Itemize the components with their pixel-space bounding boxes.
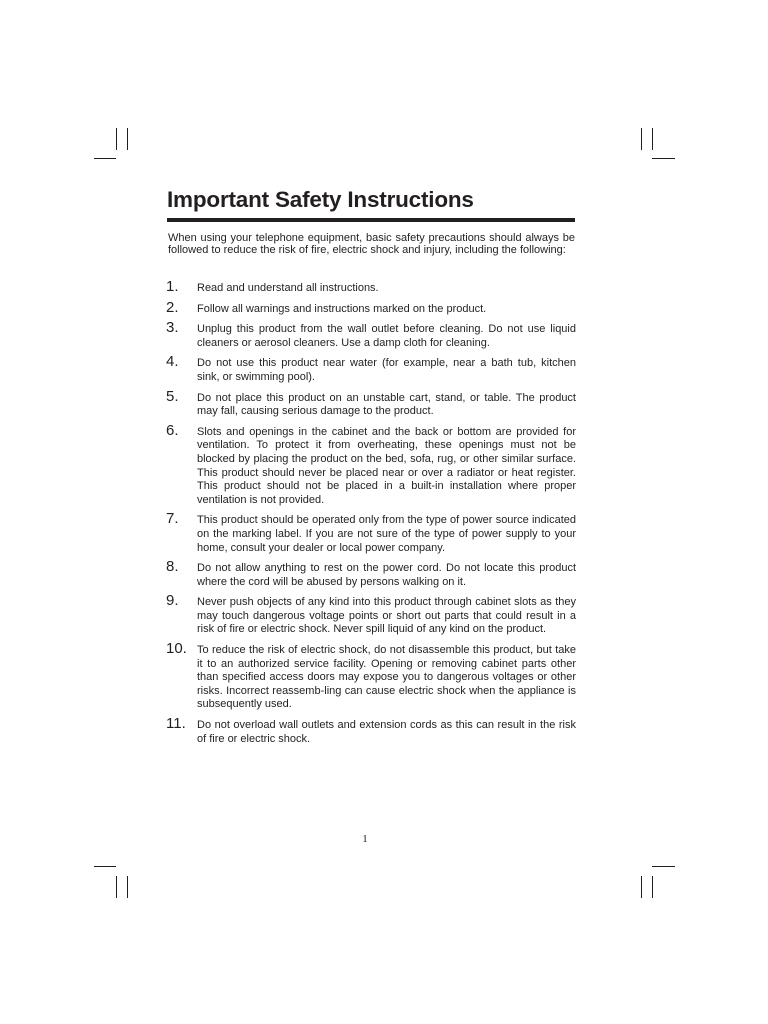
- page-title: Important Safety Instructions: [167, 187, 474, 212]
- crop-mark-bottom-left-vertical-inner: [127, 876, 128, 898]
- crop-mark-top-left-horizontal: [94, 158, 116, 159]
- instruction-text: Slots and openings in the cabinet and the back or bottom are provided for ventilation. To protect it from overheating, these openings must not be blocked by placing the product on the bed, sofa, rug, or other similar surface. This product should never be placed near or over a radiator or heat register. This product should not be placed in a built-in installation where proper ventilation is not provided.: [197, 425, 576, 506]
- instruction-text: Never push objects of any kind into this product through cabinet slots as they may touch dangerous voltage points or short out parts that could result in a risk of fire or electric shock. Never spill liquid of any kind on the product.: [197, 596, 576, 636]
- instruction-text: This product should be operated only from the type of power source indicated on the marking label. If you are not sure of the type of power supply to your home, consult your dealer or local power company.: [197, 514, 576, 554]
- instruction-number: 9.: [166, 592, 179, 610]
- instruction-text: Do not place this product on an unstable cart, stand, or table. The product may fall, causing serious damage to the product.: [197, 391, 576, 418]
- instruction-number: 7.: [166, 510, 179, 528]
- instruction-text: Do not overload wall outlets and extension cords as this can result in the risk of fire or electric shock.: [197, 719, 576, 745]
- instruction-item: [166, 354, 576, 384]
- instruction-item: [166, 389, 576, 419]
- instruction-item: [166, 423, 576, 508]
- instruction-item: [166, 511, 576, 555]
- instruction-number: 3.: [166, 319, 179, 337]
- instruction-text: To reduce the risk of electric shock, do not disassemble this product, but take it to an authorized service facility. Opening or removing cabinet parts other than specified access doors may expose you to dangerous voltages or other risks. Incorrect reassemb-ling can cause electric shock when the appliance is subsequently used.: [197, 644, 576, 711]
- crop-mark-bottom-right-vertical-outer: [652, 876, 653, 898]
- instruction-item: [166, 559, 576, 589]
- instruction-number: 5.: [166, 387, 179, 405]
- intro-paragraph: When using your telephone equipment, basic safety precautions should always be followed to reduce the risk of fire, electric shock and injury, including the following:: [168, 232, 575, 256]
- instruction-item: [166, 716, 576, 746]
- crop-mark-bottom-right-horizontal: [652, 866, 675, 867]
- instruction-number: 11.: [166, 715, 186, 733]
- instruction-number: 1.: [166, 278, 179, 295]
- crop-mark-bottom-left-vertical-outer: [116, 876, 117, 898]
- crop-mark-top-left-vertical-outer: [116, 128, 117, 150]
- crop-mark-top-left-vertical-inner: [127, 128, 128, 150]
- crop-mark-top-right-vertical-outer: [652, 128, 653, 150]
- title-rule: [167, 218, 575, 222]
- crop-mark-top-right-vertical-inner: [641, 128, 642, 150]
- instructions-list: [166, 279, 576, 750]
- instruction-item: [166, 593, 576, 637]
- instruction-number: 10.: [166, 640, 187, 658]
- instruction-number: 8.: [166, 558, 179, 576]
- instruction-number: 4.: [166, 353, 179, 371]
- crop-mark-top-right-horizontal: [652, 158, 675, 159]
- instruction-item: [166, 320, 576, 350]
- instruction-item: [166, 279, 576, 296]
- instruction-text: Follow all warnings and instructions marked on the product.: [197, 302, 487, 315]
- crop-mark-bottom-left-horizontal: [94, 866, 116, 867]
- instruction-text: Unplug this product from the wall outlet before cleaning. Do not use liquid cleaners or aerosol cleaners. Use a damp cloth for cleaning.: [197, 323, 576, 349]
- instruction-text: Do not allow anything to rest on the power cord. Do not locate this product where the cord will be abused by persons walking on it.: [197, 562, 576, 588]
- instruction-number: 2.: [166, 298, 179, 316]
- instruction-item: [166, 641, 576, 712]
- crop-mark-bottom-right-vertical-inner: [641, 876, 642, 898]
- page-number: 1: [362, 833, 368, 845]
- instruction-text: Read and understand all instructions.: [197, 282, 379, 294]
- instruction-item: [166, 300, 576, 317]
- instruction-number: 6.: [166, 421, 179, 439]
- instruction-text: Do not use this product near water (for example, near a bath tub, kitchen sink, or swimming pool).: [197, 357, 576, 383]
